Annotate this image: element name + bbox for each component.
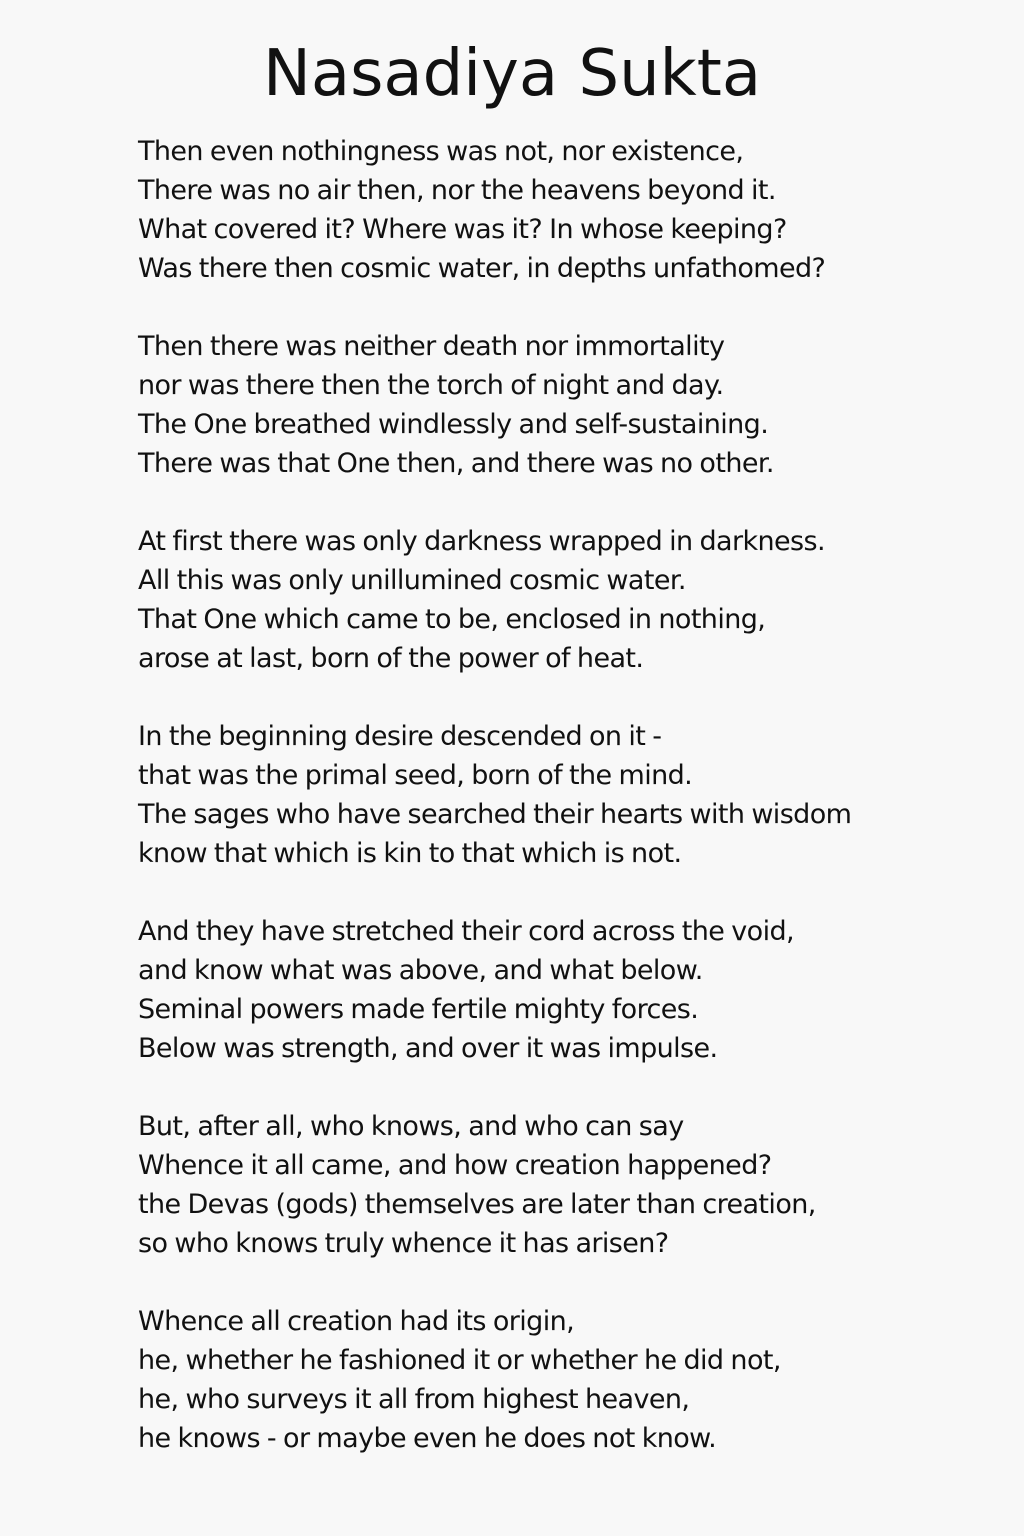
poem-line: arose at last, born of the power of heat. [138, 643, 644, 674]
stanza-1 [138, 132, 998, 288]
poem-line: the Devas (gods) themselves are later than creation, [138, 1189, 816, 1220]
poem-line: All this was only unillumined cosmic water. [138, 565, 686, 596]
poem-line: nor was there then the torch of night and day. [138, 370, 724, 401]
stanza-2 [138, 327, 998, 483]
poem-line: Then even nothingness was not, nor existence, [138, 136, 744, 167]
poem-line: Below was strength, and over it was impulse. [138, 1033, 718, 1064]
poem-line: Then there was neither death nor immortality [138, 331, 725, 362]
poem-line: Whence it all came, and how creation happened? [138, 1150, 772, 1181]
poem-line: But, after all, who knows, and who can say [138, 1111, 684, 1142]
poem-line: Whence all creation had its origin, [138, 1306, 575, 1337]
poem-line: That One which came to be, enclosed in nothing, [138, 604, 766, 635]
poem-line: Was there then cosmic water, in depths unfathomed? [138, 253, 826, 284]
poem-line: In the beginning desire descended on it - [138, 721, 662, 752]
poem-line: Seminal powers made fertile mighty forces. [138, 994, 699, 1025]
poem-line: And they have stretched their cord across the void, [138, 916, 795, 947]
poem-body [138, 132, 998, 1497]
stanza-7 [138, 1302, 998, 1458]
poem-line: that was the primal seed, born of the mind. [138, 760, 693, 791]
poem-line: The sages who have searched their hearts with wisdom [138, 799, 852, 830]
poem-line: At first there was only darkness wrapped in darkness. [138, 526, 825, 557]
stanza-6 [138, 1107, 998, 1263]
poem-line: and know what was above, and what below. [138, 955, 703, 986]
stanza-5 [138, 912, 998, 1068]
poem-line: he, who surveys it all from highest heaven, [138, 1384, 690, 1415]
poem-line: so who knows truly whence it has arisen? [138, 1228, 669, 1259]
stanza-4 [138, 717, 998, 873]
page-title: Nasadiya Sukta [262, 37, 762, 111]
poem-line: he, whether he fashioned it or whether he did not, [138, 1345, 781, 1376]
poem-line: There was that One then, and there was no other. [138, 448, 774, 479]
poem-line: The One breathed windlessly and self-sustaining. [138, 409, 769, 440]
poem-line: What covered it? Where was it? In whose keeping? [138, 214, 787, 245]
poem-line: he knows - or maybe even he does not know. [138, 1423, 717, 1454]
poem-line: know that which is kin to that which is not. [138, 838, 682, 869]
stanza-3 [138, 522, 998, 678]
poem-line: There was no air then, nor the heavens beyond it. [138, 175, 776, 206]
